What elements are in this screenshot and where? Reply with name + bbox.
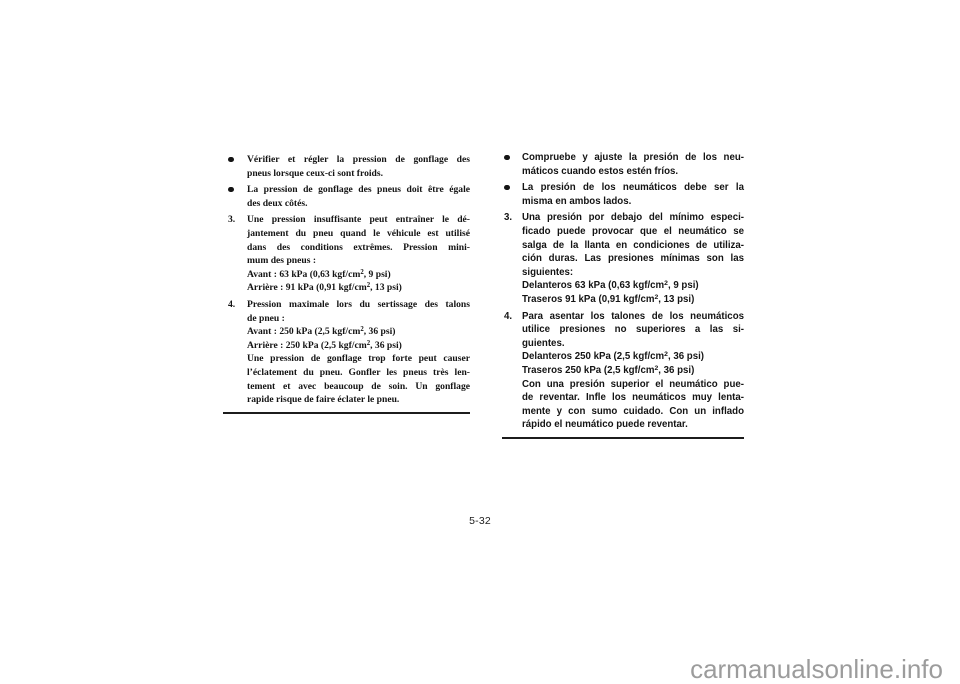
item-number: 3. xyxy=(228,214,236,226)
spanish-section-end-rule xyxy=(502,437,744,439)
list-item xyxy=(502,310,744,432)
text-segment: , 36 psi) xyxy=(667,351,705,363)
text-segment: Vérifier et régler la pression de gonflage des xyxy=(247,154,470,165)
text-line xyxy=(522,211,744,225)
text-line xyxy=(522,323,744,337)
text-segment: Delanteros 250 kPa (2,5 kgf/cm xyxy=(522,351,665,363)
item-number: 4. xyxy=(228,298,236,310)
text-segment: , 9 psi) xyxy=(667,280,699,292)
item-text xyxy=(522,211,744,306)
text-segment: , 13 psi) xyxy=(370,282,402,294)
item-text xyxy=(247,213,470,295)
item-text xyxy=(522,151,744,178)
watermark-text: carmanualsonline.info xyxy=(690,654,943,684)
text-line xyxy=(247,366,470,380)
text-line xyxy=(247,312,470,326)
text-segment: mum des pneus : xyxy=(247,255,317,267)
text-segment: Traseros 250 kPa (2,5 kgf/cm xyxy=(522,364,655,376)
text-segment: , 36 psi) xyxy=(363,326,396,338)
text-segment: tement et avec beaucoup de soin. Un gonflage xyxy=(247,380,470,392)
bullet-dot xyxy=(504,185,510,191)
superscript: 2 xyxy=(664,351,668,359)
text-segment: dans des conditions extrêmes. Pression mini- xyxy=(247,241,470,253)
text-segment: Compruebe y ajuste la presión de los neu- xyxy=(522,152,744,163)
text-segment: , 9 psi) xyxy=(363,268,391,280)
text-segment: Avant : 63 kPa (0,63 kgf/cm xyxy=(247,268,361,280)
text-line xyxy=(522,239,744,253)
text-line xyxy=(247,380,470,394)
text-segment: siguientes: xyxy=(522,266,574,278)
text-segment: jantement du pneu quand le véhicule est utilisé xyxy=(247,227,470,239)
text-line xyxy=(247,268,470,282)
text-segment: La pression de gonflage des pneus doit être égale xyxy=(247,184,470,196)
text-line xyxy=(522,225,744,239)
text-line xyxy=(522,337,744,351)
text-segment: rápido el neumático puede reventar. xyxy=(522,419,688,431)
text-segment: ción duras. Las presiones mínimas son las xyxy=(522,253,744,265)
text-segment: pneus lorsque ceux-ci sont froids. xyxy=(247,167,384,179)
bullet-icon xyxy=(502,151,522,178)
superscript: 2 xyxy=(664,280,668,288)
text-segment: Delanteros 63 kPa (0,63 kgf/cm xyxy=(522,280,665,292)
list-item xyxy=(502,181,744,208)
text-segment: , 13 psi) xyxy=(658,293,695,305)
text-segment: Traseros 91 kPa (0,91 kgf/cm xyxy=(522,293,655,305)
superscript: 2 xyxy=(360,268,364,276)
text-segment: l’éclatement du pneu. Gonfler les pneus très len- xyxy=(247,366,470,378)
item-text xyxy=(247,298,470,407)
text-segment: Con una presión superior el neumático pue- xyxy=(522,378,744,390)
list-item xyxy=(223,213,470,295)
text-line xyxy=(247,153,470,167)
text-line xyxy=(247,227,470,241)
text-line xyxy=(522,418,744,432)
text-line xyxy=(522,195,744,209)
text-line xyxy=(247,183,470,197)
item-number: 3. xyxy=(504,212,513,224)
bullet-icon xyxy=(223,183,247,210)
text-line xyxy=(522,293,744,307)
text-line xyxy=(522,165,744,179)
page-number: 5-32 xyxy=(469,515,491,527)
text-segment: máticos cuando estos estén fríos. xyxy=(522,165,679,177)
list-item xyxy=(502,151,744,178)
superscript: 2 xyxy=(360,326,364,334)
list-item xyxy=(223,183,470,210)
text-segment: de pneu : xyxy=(247,312,285,324)
item-number: 4. xyxy=(504,310,513,322)
text-segment: rapide risque de faire éclater le pneu. xyxy=(247,394,400,406)
text-line xyxy=(522,310,744,324)
text-segment: de reventar. Infle los neumáticos muy lenta- xyxy=(522,392,744,404)
bullet-dot xyxy=(228,187,234,193)
text-line xyxy=(247,213,470,227)
bullet-dot xyxy=(228,157,234,163)
text-line xyxy=(522,266,744,280)
text-line xyxy=(247,281,470,295)
text-line xyxy=(522,378,744,392)
item-text xyxy=(247,183,470,210)
text-line xyxy=(247,241,470,255)
text-segment: Une pression insuffisante peut entraîner le dé- xyxy=(247,214,470,226)
item-text xyxy=(522,310,744,432)
superscript: 2 xyxy=(654,293,659,301)
list-item xyxy=(223,153,470,180)
text-segment: Une pression de gonflage trop forte peut causer xyxy=(247,353,470,365)
text-line xyxy=(247,339,470,353)
list-item xyxy=(223,298,470,407)
text-segment: misma en ambos lados. xyxy=(522,195,632,207)
text-line xyxy=(522,391,744,405)
superscript: 2 xyxy=(366,339,371,347)
text-segment: utilice presiones no superiores a las si- xyxy=(522,324,744,336)
bullet-icon xyxy=(502,181,522,208)
text-segment: , 36 psi) xyxy=(658,364,695,376)
text-line xyxy=(247,325,470,339)
french-items xyxy=(223,153,470,407)
text-segment: La presión de los neumáticos debe ser la xyxy=(522,182,744,194)
text-segment: salga de la llanta en condiciones de utiliza- xyxy=(522,239,744,251)
french-section-end-rule xyxy=(223,412,470,414)
text-segment: guientes. xyxy=(522,337,565,349)
text-line xyxy=(247,167,470,181)
superscript: 2 xyxy=(366,282,371,290)
text-line xyxy=(247,298,470,312)
text-line xyxy=(522,151,744,165)
text-segment: Pression maximale lors du sertissage des talons xyxy=(247,298,470,310)
text-segment: Arrière : 91 kPa (0,91 kgf/cm xyxy=(247,282,367,294)
text-line xyxy=(522,252,744,266)
text-line xyxy=(247,352,470,366)
text-segment: Avant : 250 kPa (2,5 kgf/cm xyxy=(247,326,361,338)
bullet-icon xyxy=(223,153,247,180)
text-segment: Una presión por debajo del mínimo especi- xyxy=(522,212,744,224)
text-line xyxy=(522,279,744,293)
spanish-column xyxy=(502,151,744,439)
text-line xyxy=(522,364,744,378)
text-segment: , 36 psi) xyxy=(370,339,402,351)
text-line xyxy=(247,393,470,407)
text-segment: Arrière : 250 kPa (2,5 kgf/cm xyxy=(247,339,367,351)
text-line xyxy=(522,181,744,195)
bullet-dot xyxy=(504,155,510,161)
text-segment: Para asentar los talones de los neumáticos xyxy=(522,310,744,322)
text-line xyxy=(247,197,470,211)
text-line xyxy=(522,405,744,419)
text-segment: des deux côtés. xyxy=(247,197,308,209)
text-line xyxy=(247,254,470,268)
list-item xyxy=(502,211,744,306)
french-column xyxy=(223,153,470,414)
text-segment: mente y con sumo cuidado. Con un inflado xyxy=(522,405,744,417)
item-text xyxy=(247,153,470,180)
item-text xyxy=(522,181,744,208)
spanish-items xyxy=(502,151,744,432)
superscript: 2 xyxy=(654,364,659,372)
text-segment: ficado puede provocar que el neumático se xyxy=(522,225,744,237)
text-line xyxy=(522,350,744,364)
